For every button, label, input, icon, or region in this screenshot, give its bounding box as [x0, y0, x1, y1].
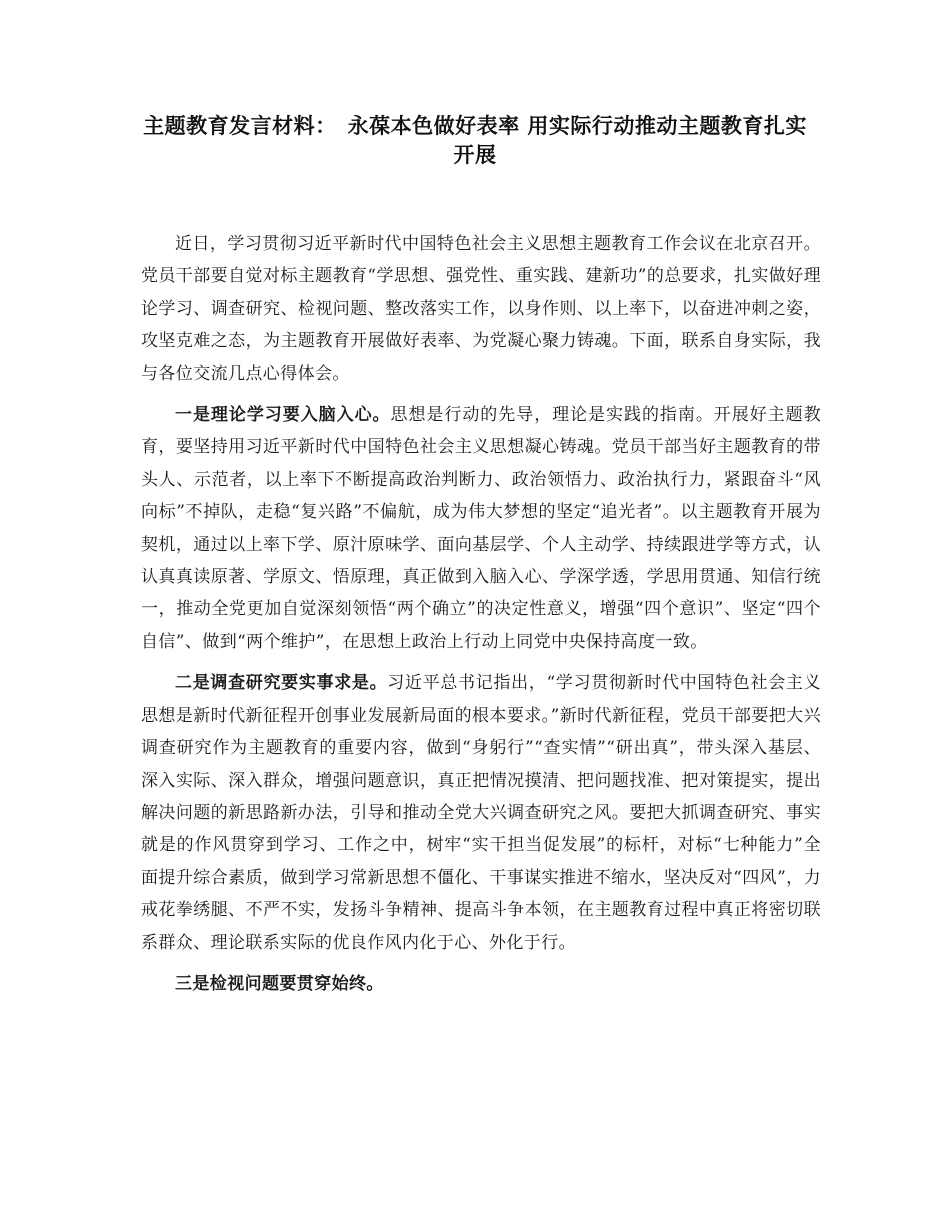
- document-body: [141, 228, 821, 1009]
- paragraph-text: 习近平总书记指出，“学习贯彻新时代中国特色社会主义思想是新时代新征程开创事业发展新局面的根本要求。”新时代新征程，党员干部要把大兴调查研究作为主题教育的重要内容，做到“身躬行”“查实情”“研出真”，带头深入基层、深入实际、深入群众，增强问题意识，真正把情况摸清、把问题找准、把对策提实，提出解决问题的新思路新办法，引导和推动全党大兴调查研究之风。要把大抓调查研究、事实就是的作风贯穿到学习、工作之中，树牢“实干担当促发展”的标杆，对标“七种能力”全面提升综合素质，做到学习常新思想不僵化、干事谋实推进不缩水，坚决反对“四风”，力戒花拳绣腿、不严不实，发扬斗争精神、提高斗争本领，在主题教育过程中真正将密切联系群众、理论联系实际的优良作风内化于心、外化于行。: [141, 673, 821, 953]
- paragraph-text: 近日，学习贯彻习近平新时代中国特色社会主义思想主题教育工作会议在北京召开。党员干部要自觉对标主题教育“学思想、强党性、重实践、建新功”的总要求，扎实做好理论学习、调查研究、检视问题、整改落实工作，以身作则、以上率下，以奋进冲刺之姿，攻坚克难之态，为主题教育开展做好表率、为党凝心聚力铸魂。下面，联系自身实际，我与各位交流几点心得体会。: [141, 234, 821, 384]
- paragraph-lead: 一是理论学习要入脑入心。: [175, 405, 391, 426]
- paragraph-research: [141, 667, 821, 959]
- paragraph-inspection: [141, 968, 821, 1000]
- document-title: 主题教育发言材料： 永葆本色做好表率 用实际行动推动主题教育扎实开展: [143, 114, 807, 167]
- paragraph-intro: [141, 228, 821, 390]
- paragraph-theory-study: [141, 399, 821, 658]
- paragraph-lead: 三是检视问题要贯穿始终。: [175, 973, 384, 994]
- paragraph-text: 思想是行动的先导，理论是实践的指南。开展好主题教育，要坚持用习近平新时代中国特色社会主义思想凝心铸魂。党员干部当好主题教育的带头人、示范者，以上率下不断提高政治判断力、政治领悟力、政治执行力，紧跟奋斗“风向标”不掉队，走稳“复兴路”不偏航，成为伟大梦想的坚定“追光者”。以主题教育开展为契机，通过以上率下学、原汁原味学、面向基层学、个人主动学、持续跟进学等方式，认认真真读原著、学原文、悟原理，真正做到入脑入心、学深学透，学思用贯通、知信行统一，推动全党更加自觉深刻领悟“两个确立”的决定性意义，增强“四个意识”、坚定“四个自信”、做到“两个维护”，在思想上政治上行动上同党中央保持高度一致。: [141, 405, 821, 652]
- paragraph-lead: 二是调查研究要实事求是。: [175, 673, 388, 694]
